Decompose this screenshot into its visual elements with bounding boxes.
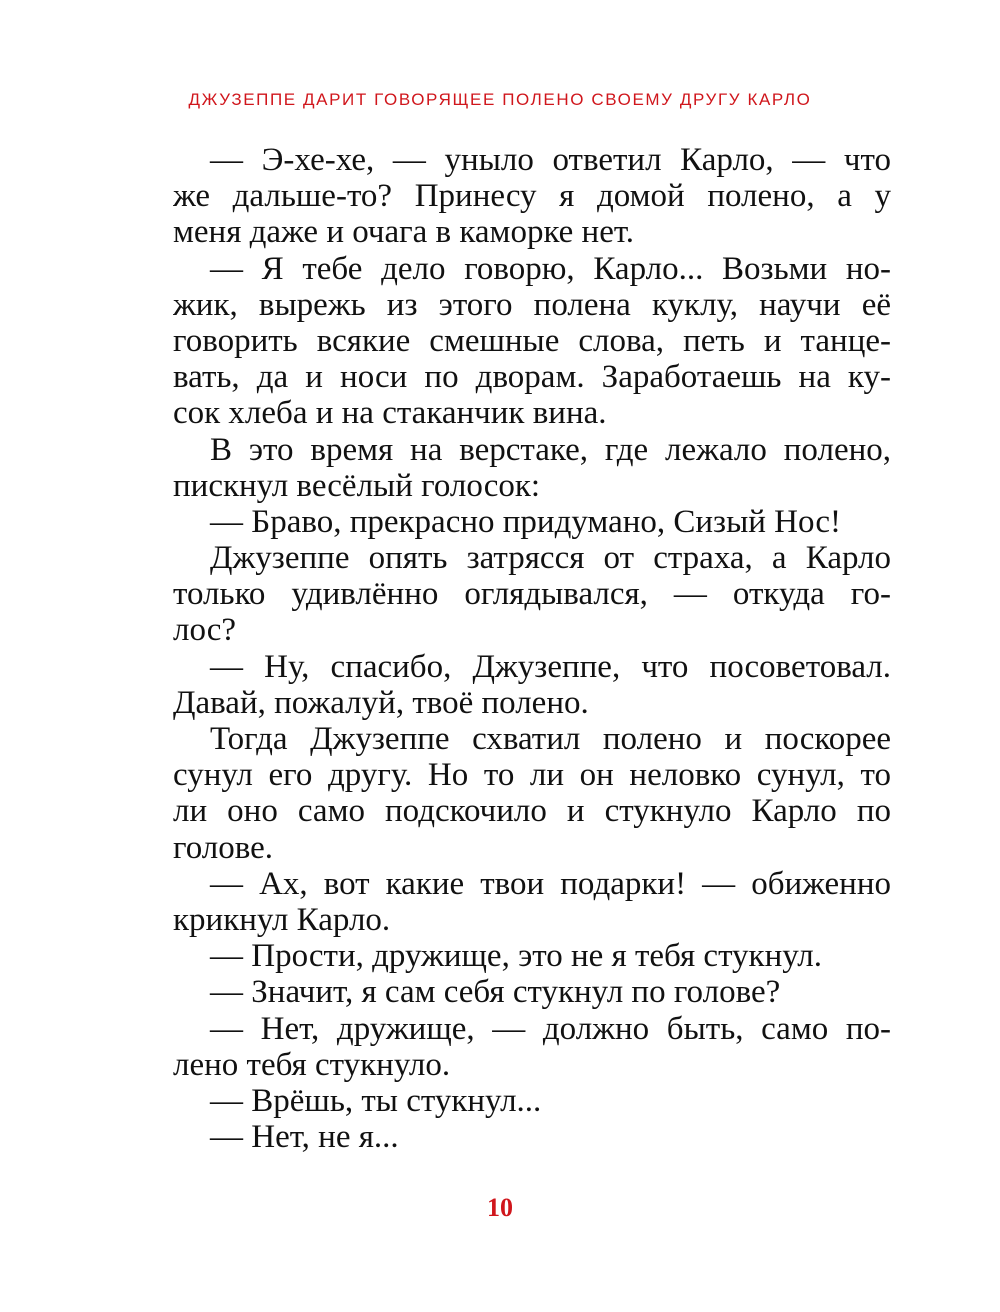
text-line: сунул его другу. Но то ли он неловко сунул, то: [173, 757, 891, 794]
text-line: только удивлённо оглядывался, — откуда го-: [173, 576, 891, 613]
text-line: сок хлеба и на стаканчик вина.: [173, 395, 607, 432]
text-line: говорить всякие смешные слова, петь и танце-: [173, 322, 891, 359]
body-text: [173, 142, 891, 1155]
text-line: — Значит, я сам себя стукнул по голове?: [210, 974, 781, 1011]
text-line: крикнул Карло.: [173, 901, 391, 938]
text-line: — Нет, не я...: [210, 1119, 399, 1156]
text-line: жик, вырежь из этого полена куклу, научи её: [173, 286, 891, 323]
text-line: Давай, пожалуй, твоё полено.: [173, 684, 589, 721]
text-line: — Я тебе дело говорю, Карло... Возьми но-: [210, 250, 891, 287]
text-line: пискнул весёлый голосок:: [173, 467, 541, 504]
text-line: — Браво, прекрасно придумано, Сизый Нос!: [210, 503, 841, 540]
text-line: — Ну, спасибо, Джузеппе, что посоветовал.: [210, 648, 891, 685]
text-line: — Прости, дружище, это не я тебя стукнул.: [210, 938, 823, 975]
text-line: Тогда Джузеппе схватил полено и поскорее: [210, 721, 891, 757]
text-line: же дальше-то? Принесу я домой полено, а у: [173, 178, 891, 215]
page-number: 10: [487, 1193, 513, 1222]
text-line: лено тебя стукнуло.: [173, 1046, 451, 1083]
text-line: меня даже и очага в каморке нет.: [173, 214, 635, 251]
text-line: голове.: [173, 829, 274, 866]
text-line: — Э-хе-хе, — уныло ответил Карло, — что: [210, 142, 891, 178]
text-line: лос?: [173, 612, 237, 649]
text-line: — Нет, дружище, — должно быть, само по-: [210, 1010, 891, 1047]
running-head: ДЖУЗЕППЕ ДАРИТ ГОВОРЯЩЕЕ ПОЛЕНО СВОЕМУ ДРУГУ КАРЛО: [188, 90, 812, 109]
text-line: — Ах, вот какие твои подарки! — обиженно: [210, 865, 891, 902]
text-line: ли оно само подскочило и стукнуло Карло по: [173, 793, 891, 830]
text-line: вать, да и носи по дворам. Заработаешь на ку-: [173, 359, 891, 396]
text-line: В это время на верстаке, где лежало полено,: [210, 431, 891, 468]
text-line: Джузеппе опять затрясся от страха, а Карло: [210, 540, 891, 577]
text-line: — Врёшь, ты стукнул...: [210, 1082, 542, 1119]
